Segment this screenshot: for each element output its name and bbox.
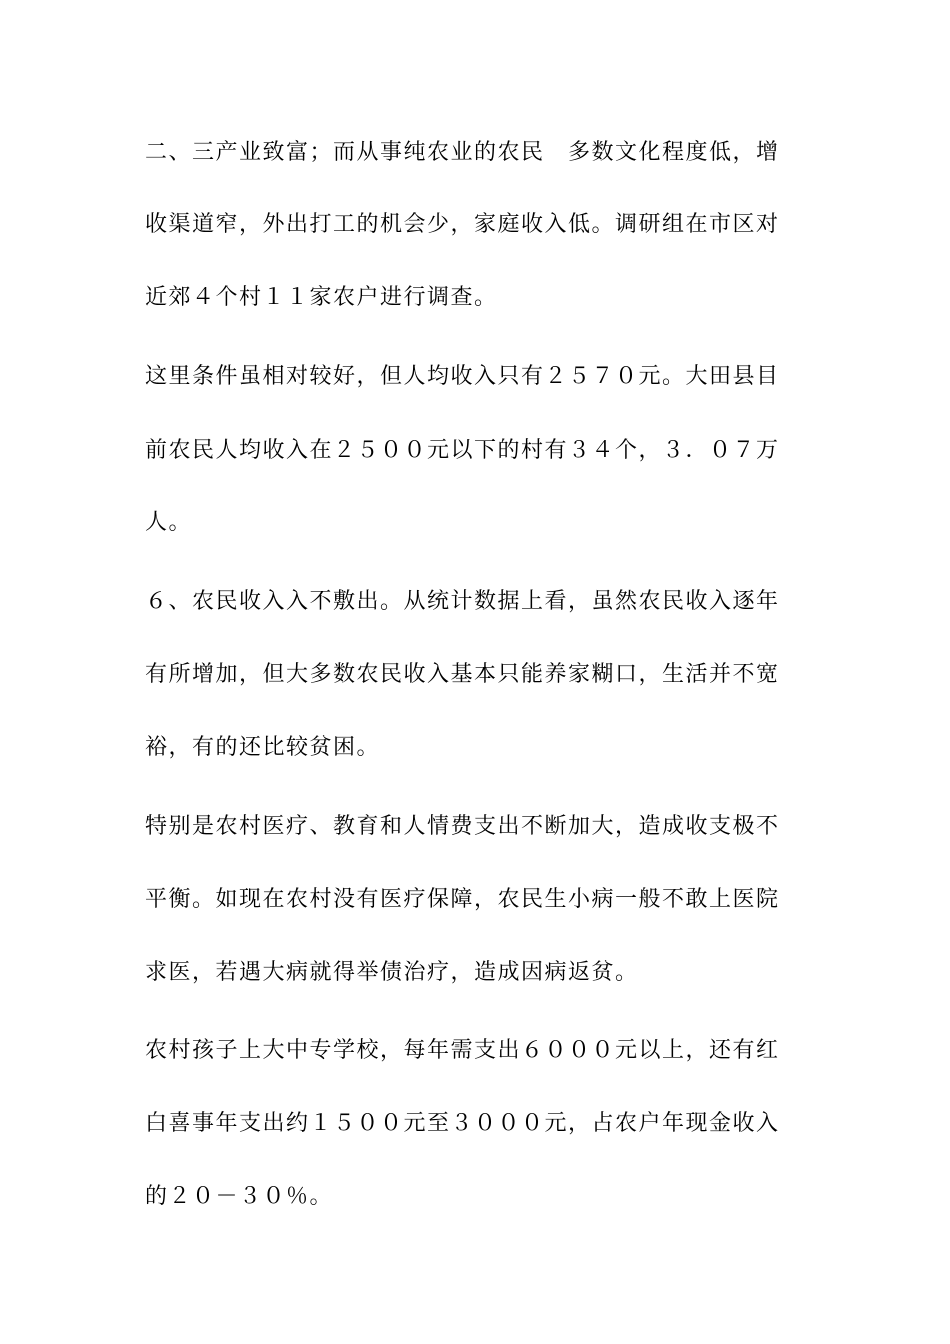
text-line: 平衡。如现在农村没有医疗保障，农民生小病一般不敢上医院 xyxy=(145,887,780,912)
text-line: 前农民人均收入在２５００元以下的村有３４个，３．０７万 xyxy=(145,438,780,463)
text-line: 这里条件虽相对较好，但人均收入只有２５７０元。大田县目 xyxy=(145,364,780,389)
text-line: 裕，有的还比较贫困。 xyxy=(145,735,381,760)
text-line: 有所增加，但大多数农民收入基本只能养家糊口，生活并不宽 xyxy=(145,662,780,687)
text-line: 的２０－３０％。 xyxy=(145,1184,334,1209)
text-line: 白喜事年支出约１５００元至３０００元，占农户年现金收入 xyxy=(145,1111,780,1136)
text-line: 农村孩子上大中专学校，每年需支出６０００元以上，还有红 xyxy=(145,1038,780,1063)
text-line: 人。 xyxy=(145,510,193,535)
text-line: 特别是农村医疗、教育和人情费支出不断加大，造成收支极不 xyxy=(145,814,780,839)
text-line: ６、农民收入入不敷出。从统计数据上看，虽然农民收入逐年 xyxy=(145,589,780,614)
text-line: 收渠道窄，外出打工的机会少，家庭收入低。调研组在市区对 xyxy=(145,212,780,237)
text-line: 近郊４个村１１家农户进行调查。 xyxy=(145,285,498,310)
text-line: 二、三产业致富；而从事纯农业的农民 多数文化程度低，增 xyxy=(145,140,780,165)
text-line: 求医，若遇大病就得举债治疗，造成因病返贫。 xyxy=(145,960,639,985)
